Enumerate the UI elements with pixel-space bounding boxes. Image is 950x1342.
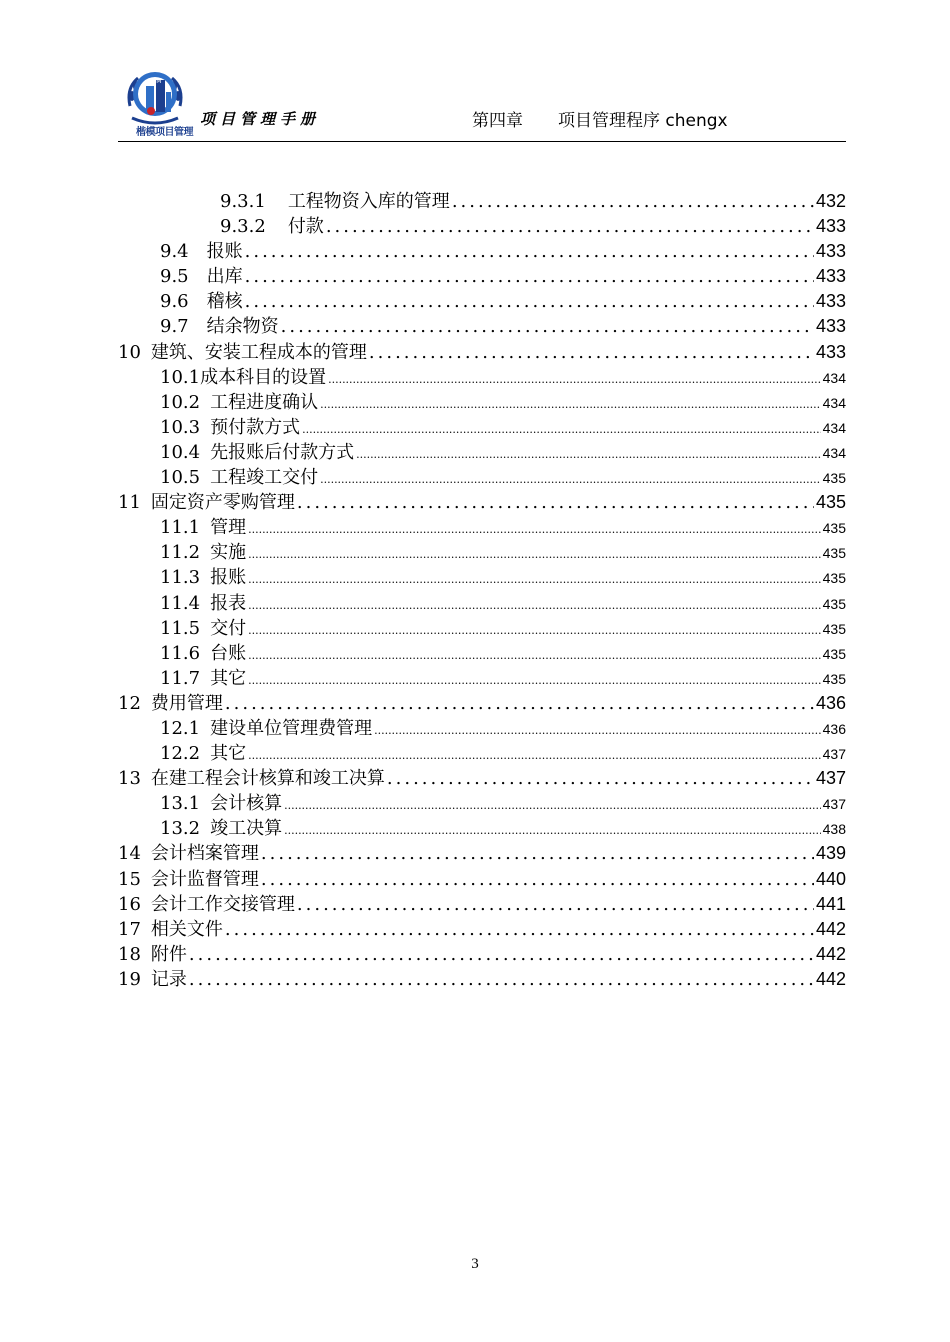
toc-entry[interactable] <box>118 415 846 440</box>
toc-entry-title: 管理 <box>210 517 247 539</box>
toc-entry-number: 11.4 <box>160 592 201 614</box>
toc-entry-title: 成本科目的设置 <box>200 366 327 388</box>
toc-entry-title: 报账 <box>206 241 243 263</box>
toc-entry-number: 13.2 <box>160 818 201 840</box>
toc-leader-dots <box>261 867 814 892</box>
toc-entry-number: 9.7 <box>160 316 189 338</box>
toc-entry-page: 433 <box>815 266 846 287</box>
toc-leader-dots <box>284 816 821 843</box>
toc-entry-title: 结余物资 <box>206 316 279 338</box>
toc-entry[interactable] <box>118 340 846 365</box>
toc-entry[interactable] <box>118 465 846 490</box>
toc-entry-title: 出库 <box>206 266 243 288</box>
toc-entry-number: 9.4 <box>160 241 189 263</box>
toc-leader-dots <box>374 716 821 743</box>
toc-entry-page: 436 <box>822 720 846 737</box>
logo-text: 楷模项目管理 <box>136 127 193 138</box>
toc-entry-title: 其它 <box>210 743 247 765</box>
toc-entry[interactable] <box>118 716 846 741</box>
toc-entry-page: 435 <box>815 492 846 513</box>
toc-entry[interactable] <box>118 289 846 314</box>
toc-entry[interactable] <box>118 365 846 390</box>
toc-entry-page: 434 <box>822 394 846 411</box>
toc-leader-dots <box>245 289 814 314</box>
toc-leader-dots <box>356 440 821 467</box>
toc-entry-number: 12.1 <box>160 717 201 739</box>
toc-entry[interactable] <box>118 766 846 791</box>
toc-entry-title: 会计工作交接管理 <box>150 893 295 915</box>
toc-entry-page: 435 <box>822 645 846 662</box>
toc-entry-page: 433 <box>815 216 846 237</box>
toc-leader-dots <box>297 490 814 515</box>
toc-entry-page: 433 <box>815 341 846 362</box>
chapter-label: 第四章 <box>472 111 523 131</box>
manual-title: 项目管理手册 <box>200 110 321 128</box>
toc-entry-number: 11.2 <box>160 542 201 564</box>
toc-entry[interactable] <box>118 641 846 666</box>
toc-entry[interactable] <box>118 264 846 289</box>
toc-entry-title: 附件 <box>150 943 187 965</box>
toc-entry[interactable] <box>118 616 846 641</box>
toc-entry-number: 11.6 <box>160 642 201 664</box>
toc-entry-number: 13 <box>118 768 141 790</box>
toc-entry-page: 435 <box>822 670 846 687</box>
toc-entry-number: 17 <box>118 918 141 940</box>
toc-entry-page: 437 <box>822 746 846 763</box>
toc-entry-title: 其它 <box>210 667 247 689</box>
toc-entry-title: 建设单位管理费管理 <box>210 717 373 739</box>
toc-entry-page: 438 <box>822 821 846 838</box>
toc-entry-number: 11.1 <box>160 517 201 539</box>
toc-entry-page: 435 <box>822 570 846 587</box>
toc-entry-page: 433 <box>815 241 846 262</box>
toc-entry[interactable] <box>118 867 846 892</box>
toc-entry-number: 12.2 <box>160 743 201 765</box>
toc-entry-page: 437 <box>822 796 846 813</box>
logo-badge: CPM <box>148 78 162 85</box>
toc-entry[interactable] <box>118 314 846 339</box>
toc-entry-title: 费用管理 <box>150 692 223 714</box>
toc-entry-title: 付款 <box>287 216 324 238</box>
toc-leader-dots <box>302 415 821 442</box>
toc-entry-number: 11.7 <box>160 667 201 689</box>
toc-leader-dots <box>320 390 821 417</box>
toc-entry[interactable] <box>118 490 846 515</box>
table-of-contents <box>118 189 846 992</box>
toc-entry-page: 442 <box>815 968 846 989</box>
toc-entry[interactable] <box>118 967 846 992</box>
toc-entry-number: 11.5 <box>160 617 201 639</box>
toc-leader-dots <box>328 365 821 392</box>
toc-leader-dots <box>248 741 821 768</box>
toc-entry[interactable] <box>118 841 846 866</box>
toc-entry-page: 441 <box>815 893 846 914</box>
toc-entry-number: 9.5 <box>160 266 189 288</box>
toc-entry[interactable] <box>118 942 846 967</box>
toc-leader-dots <box>248 540 821 567</box>
toc-leader-dots <box>245 264 814 289</box>
toc-entry-title: 先报账后付款方式 <box>210 441 355 463</box>
toc-entry-title: 建筑、安装工程成本的管理 <box>150 341 367 363</box>
toc-entry-title: 稽核 <box>206 291 243 313</box>
toc-leader-dots <box>248 565 821 592</box>
header-divider <box>118 141 846 142</box>
toc-entry-page: 435 <box>822 595 846 612</box>
toc-entry-number: 15 <box>118 868 141 890</box>
toc-entry-title: 相关文件 <box>150 918 223 940</box>
toc-entry-title: 报表 <box>210 592 247 614</box>
toc-leader-dots <box>248 515 821 542</box>
toc-entry-title: 会计核算 <box>210 793 283 815</box>
toc-entry-title: 工程竣工交付 <box>210 467 319 489</box>
toc-entry-number: 10.1 <box>160 366 201 388</box>
toc-entry-title: 在建工程会计核算和竣工决算 <box>150 768 385 790</box>
toc-entry-number: 9.3.2 <box>220 216 266 238</box>
toc-entry-page: 437 <box>815 768 846 789</box>
toc-entry-page: 435 <box>822 620 846 637</box>
toc-entry-page: 435 <box>822 545 846 562</box>
toc-entry-number: 9.3.1 <box>220 191 266 212</box>
toc-entry-number: 10.2 <box>160 391 201 413</box>
toc-entry-title: 台账 <box>210 642 247 664</box>
toc-entry-page: 442 <box>815 943 846 964</box>
toc-entry-number: 9.6 <box>160 291 189 313</box>
toc-entry[interactable] <box>118 214 846 239</box>
toc-entry-page: 435 <box>822 470 846 487</box>
toc-entry[interactable] <box>118 917 846 942</box>
toc-entry-title: 工程进度确认 <box>210 391 319 413</box>
toc-leader-dots <box>297 892 814 917</box>
toc-leader-dots <box>248 666 821 693</box>
toc-leader-dots <box>248 641 821 668</box>
page-header <box>118 62 846 142</box>
toc-entry-number: 16 <box>118 893 141 915</box>
toc-leader-dots <box>189 967 814 992</box>
toc-leader-dots <box>225 917 814 942</box>
toc-leader-dots <box>387 766 814 791</box>
toc-entry-title: 预付款方式 <box>210 416 301 438</box>
toc-entry-number: 14 <box>118 843 141 865</box>
toc-leader-dots <box>320 465 821 492</box>
toc-entry-title: 工程物资入库的管理 <box>287 191 450 212</box>
toc-leader-dots <box>248 616 821 643</box>
toc-entry[interactable] <box>118 440 846 465</box>
toc-leader-dots <box>452 189 814 214</box>
toc-leader-dots <box>245 239 814 264</box>
toc-entry[interactable] <box>118 666 846 691</box>
toc-entry-title: 交付 <box>210 617 247 639</box>
toc-entry-title: 固定资产零购管理 <box>150 492 295 514</box>
toc-leader-dots <box>369 340 814 365</box>
toc-leader-dots <box>284 791 821 818</box>
toc-entry-page: 434 <box>822 444 846 461</box>
toc-entry-number: 10.5 <box>160 467 201 489</box>
toc-leader-dots <box>189 942 814 967</box>
toc-leader-dots <box>326 214 814 239</box>
toc-entry-page: 442 <box>815 918 846 939</box>
toc-entry-number: 12 <box>118 692 141 714</box>
toc-leader-dots <box>248 591 821 618</box>
toc-entry[interactable] <box>118 239 846 264</box>
toc-entry-number: 19 <box>118 968 141 990</box>
toc-entry-title: 会计监督管理 <box>150 868 259 890</box>
toc-entry-title: 记录 <box>150 968 187 990</box>
toc-leader-dots <box>261 841 814 866</box>
toc-entry-number: 10.4 <box>160 441 201 463</box>
toc-entry[interactable] <box>118 565 846 590</box>
toc-entry[interactable] <box>118 741 846 766</box>
toc-leader-dots <box>281 314 814 339</box>
toc-entry[interactable] <box>118 591 846 616</box>
toc-entry-number: 10.3 <box>160 416 201 438</box>
toc-entry-title: 实施 <box>210 542 247 564</box>
toc-leader-dots <box>225 691 814 716</box>
toc-entry-page: 440 <box>815 868 846 889</box>
toc-entry-page: 439 <box>815 843 846 864</box>
toc-entry[interactable] <box>118 390 846 415</box>
toc-entry[interactable] <box>118 791 846 816</box>
toc-entry-page: 434 <box>822 419 846 436</box>
toc-entry-page: 435 <box>822 520 846 537</box>
toc-entry-title: 会计档案管理 <box>150 843 259 865</box>
toc-entry-title: 报账 <box>210 567 247 589</box>
toc-entry-page: 433 <box>815 316 846 337</box>
toc-entry-page: 434 <box>822 369 846 386</box>
toc-entry-number: 11.3 <box>160 567 201 589</box>
page-number: 3 <box>471 1256 479 1272</box>
toc-entry[interactable] <box>118 892 846 917</box>
toc-entry-number: 13.1 <box>160 793 201 815</box>
chapter-title: 项目管理程序 chengx <box>558 111 728 131</box>
toc-entry-number: 18 <box>118 943 141 965</box>
toc-entry[interactable] <box>118 189 846 214</box>
toc-entry-number: 11 <box>118 492 141 514</box>
toc-entry[interactable] <box>118 515 846 540</box>
toc-entry[interactable] <box>118 816 846 841</box>
toc-entry-number: 10 <box>118 341 141 363</box>
toc-entry-page: 433 <box>815 291 846 312</box>
toc-entry-page: 432 <box>815 191 846 211</box>
toc-entry-page: 436 <box>815 692 846 713</box>
toc-entry-title: 竣工决算 <box>210 818 283 840</box>
toc-entry[interactable] <box>118 691 846 716</box>
toc-entry[interactable] <box>118 540 846 565</box>
